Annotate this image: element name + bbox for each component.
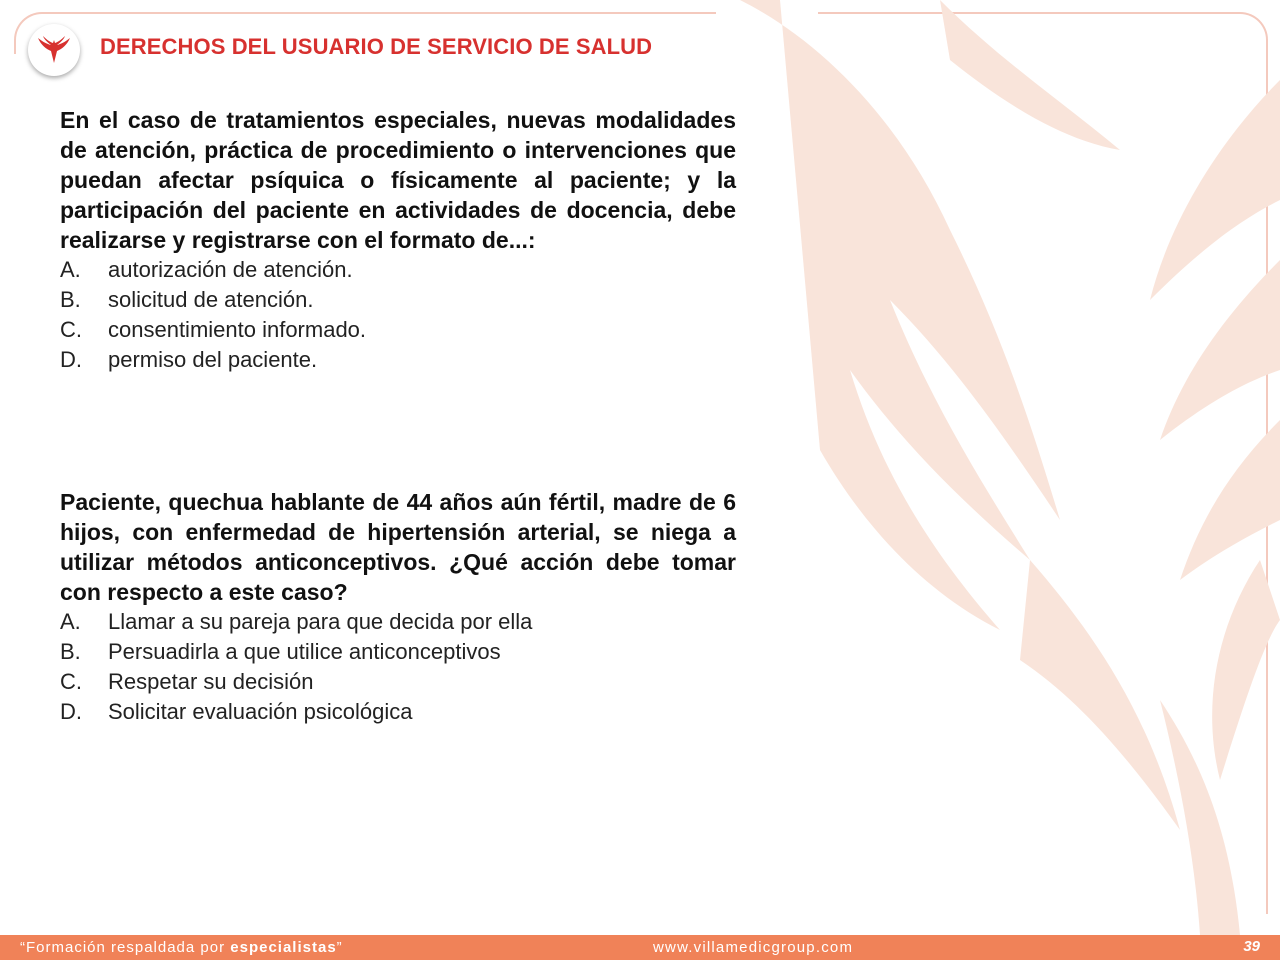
question-text: En el caso de tratamientos especiales, nuevas modalidades de atención, práctica de procedimiento o intervenciones que puedan afectar psíquica o físicamente al paciente; y la participación del paciente en actividades de docencia, debe realizarse y registrarse con el formato de...: bbox=[60, 107, 736, 253]
footer-url[interactable]: www.villamedicgroup.com bbox=[653, 939, 854, 956]
option-text: Respetar su decisión bbox=[108, 669, 314, 694]
footer-bar bbox=[0, 935, 1280, 960]
page-number: 39 bbox=[1243, 938, 1260, 955]
option-letter: A. bbox=[60, 257, 81, 282]
phoenix-watermark-icon bbox=[700, 0, 1280, 935]
phoenix-logo-icon bbox=[36, 35, 72, 65]
page-title: DERECHOS DEL USUARIO DE SERVICIO DE SALUD bbox=[100, 34, 653, 59]
slogan-bold: especialistas bbox=[230, 939, 337, 956]
option-text: Solicitar evaluación psicológica bbox=[108, 699, 413, 724]
slogan-suffix: ” bbox=[336, 939, 343, 956]
question-block-2 bbox=[60, 487, 736, 727]
question-block-1 bbox=[60, 105, 736, 375]
option-letter: C. bbox=[60, 317, 82, 342]
option-letter: A. bbox=[60, 609, 81, 634]
option-item bbox=[60, 345, 736, 375]
option-item bbox=[60, 315, 736, 345]
option-letter: C. bbox=[60, 669, 82, 694]
option-item bbox=[60, 697, 736, 727]
option-text: consentimiento informado. bbox=[108, 317, 367, 342]
slogan-prefix: “Formación respaldada por bbox=[20, 939, 231, 956]
option-item bbox=[60, 255, 736, 285]
option-item bbox=[60, 637, 736, 667]
company-logo bbox=[28, 24, 80, 76]
option-letter: B. bbox=[60, 639, 81, 664]
option-list bbox=[60, 607, 736, 727]
option-letter: D. bbox=[60, 699, 82, 724]
footer-slogan bbox=[20, 939, 343, 956]
option-item bbox=[60, 607, 736, 637]
option-list bbox=[60, 255, 736, 375]
option-item bbox=[60, 285, 736, 315]
option-text: Llamar a su pareja para que decida por ella bbox=[108, 609, 533, 634]
option-item bbox=[60, 667, 736, 697]
option-text: Persuadirla a que utilice anticonceptivos bbox=[108, 639, 501, 664]
option-text: permiso del paciente. bbox=[108, 347, 318, 372]
option-text: solicitud de atención. bbox=[108, 287, 314, 312]
option-letter: D. bbox=[60, 347, 82, 372]
question-text: Paciente, quechua hablante de 44 años aún fértil, madre de 6 hijos, con enfermedad de hipertensión arterial, se niega a utilizar métodos anticonceptivos. ¿Qué acción debe tomar con respecto a este caso? bbox=[60, 489, 736, 605]
option-letter: B. bbox=[60, 287, 81, 312]
option-text: autorización de atención. bbox=[108, 257, 353, 282]
